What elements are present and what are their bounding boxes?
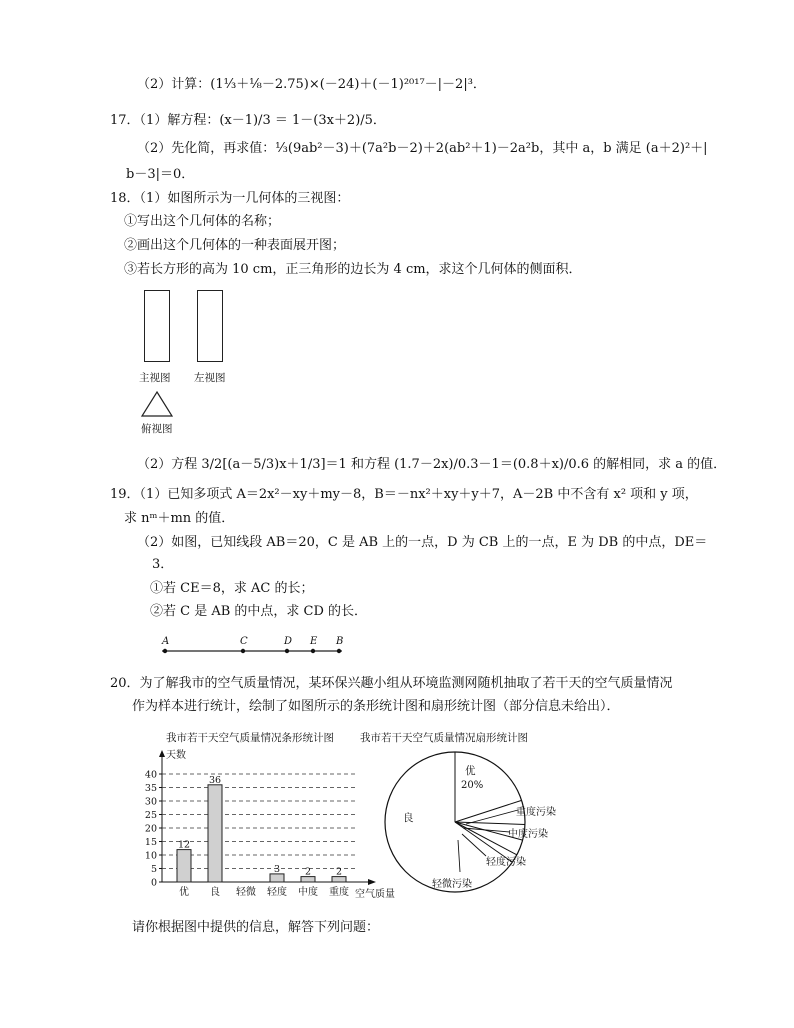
segment-label-B: B — [336, 636, 344, 647]
x-tick-label: 轻度 — [267, 887, 287, 898]
segment-point-C — [241, 649, 245, 653]
x-axis-label: 空气质量 — [355, 889, 395, 900]
q19-part1-line2: 求 nᵐ＋mn 的值． — [124, 511, 235, 526]
pie-label-outside: 轻度污染 — [486, 857, 526, 868]
y-tick-label: 5 — [150, 864, 157, 875]
segment-point-A — [163, 649, 167, 653]
bar-优 — [177, 850, 191, 882]
pie-label-outside: 轻微污染 — [432, 879, 472, 890]
y-tick-label: 10 — [144, 850, 157, 862]
segment-figure — [150, 634, 360, 660]
segment-point-D — [285, 649, 289, 653]
segment-label-E: E — [310, 636, 318, 647]
top-view-caption: 俯视图 — [141, 423, 173, 435]
x-tick-label: 重度 — [329, 887, 349, 898]
bar-value-label: 36 — [208, 774, 222, 786]
y-tick-label: 0 — [150, 877, 157, 889]
bar-value-label: 12 — [177, 839, 191, 851]
left-view-rectangle — [197, 290, 223, 362]
segment-point-B — [337, 649, 341, 653]
q18-sub1: ①写出这个几何体的名称； — [124, 214, 281, 229]
y-tick-label: 25 — [144, 810, 157, 821]
x-tick-label: 轻微 — [236, 887, 256, 898]
q17-part2-line2: b－3|＝0． — [126, 167, 195, 182]
bar-轻度 — [270, 874, 284, 882]
y-tick-label: 20 — [144, 823, 157, 835]
pie-chart-title: 我市若干天空气质量情况扇形统计图 — [360, 732, 528, 744]
x-tick-label: 优 — [179, 887, 189, 898]
x-tick-label: 中度 — [298, 887, 318, 898]
q16-part2: （2）计算：(1⅓＋⅛－2.75)×(－24)＋(－1)²⁰¹⁷－|－2|³． — [137, 77, 486, 92]
segment-label-D: D — [284, 636, 293, 647]
left-view-caption: 左视图 — [194, 372, 226, 384]
q18-part1: 18．（1）如图所示为一几何体的三视图： — [110, 191, 350, 206]
y-tick-label: 35 — [144, 783, 157, 794]
pie-label-you: 优 — [465, 765, 476, 777]
bar-chart-title: 我市若干天空气质量情况条形统计图 — [166, 732, 334, 744]
top-view-triangle — [140, 390, 174, 418]
bar-value-label: 3 — [273, 863, 281, 875]
segment-label-A: A — [162, 636, 170, 647]
pie-label-liang: 良 — [403, 812, 414, 824]
q18-sub2: ②画出这个几何体的一种表面展开图； — [124, 238, 346, 253]
q18-sub3: ③若长方形的高为 10 cm，正三角形的边长为 4 cm，求这个几何体的侧面积． — [124, 262, 582, 277]
bar-良 — [208, 785, 222, 882]
q19-part2-line2: 3． — [152, 557, 174, 572]
y-tick-label: 30 — [144, 796, 157, 808]
q19-part1-line1: 19．（1）已知多项式 A＝2x²－xy＋my－8，B＝－nx²＋xy＋y＋7，A－2B 中不含有 x² 项和 y 项， — [110, 487, 698, 502]
x-tick-label: 良 — [210, 887, 220, 898]
q20-line1: 20．为了解我市的空气质量情况，某环保兴趣小组从环境监测网随机抽取了若干天的空气质量情况 — [110, 676, 673, 691]
q19-part2-line1: （2）如图，已知线段 AB＝20，C 是 AB 上的一点，D 为 CB 上的一点，E 为 DB 的中点，DE＝ — [137, 535, 708, 550]
q19-sub2: ②若 C 是 AB 的中点，求 CD 的长． — [150, 604, 368, 619]
q19-sub1: ①若 CE＝8，求 AC 的长； — [150, 581, 314, 596]
pie-chart — [370, 744, 600, 904]
y-axis-label: 天数 — [166, 750, 186, 761]
q17-part1: 17．（1）解方程：(x－1)/3 ＝ 1－(3x＋2)/5． — [110, 113, 386, 128]
front-view-rectangle — [144, 290, 170, 362]
y-tick-label: 40 — [144, 769, 157, 781]
bar-value-label: 2 — [335, 866, 343, 878]
q17-part2-line1: （2）先化简，再求值：⅓(9ab²－3)＋(7a²b－2)＋2(ab²＋1)－2a²b，其中 a，b 满足 (a＋2)²＋| — [137, 141, 708, 156]
q20-line2: 作为样本进行统计，绘制了如图所示的条形统计图和扇形统计图（部分信息未给出）． — [132, 699, 620, 714]
q20-question-prompt: 请你根据图中提供的信息，解答下列问题： — [132, 920, 380, 935]
y-axis-arrow — [159, 750, 165, 757]
segment-point-E — [311, 649, 315, 653]
front-view-caption: 主视图 — [139, 372, 171, 384]
bar-value-label: 2 — [304, 866, 312, 878]
q18-part2: （2）方程 3/2[(a－5/3)x＋1/3]＝1 和方程 (1.7－2x)/0.3－1＝(0.8＋x)/0.6 的解相同，求 a 的值． — [137, 457, 727, 472]
pie-label-outside: 中度污染 — [508, 829, 548, 840]
segment-label-C: C — [240, 636, 248, 647]
y-tick-label: 15 — [144, 837, 157, 848]
pie-label-you-percent: 20% — [461, 780, 484, 791]
pie-label-outside: 重度污染 — [516, 807, 556, 818]
